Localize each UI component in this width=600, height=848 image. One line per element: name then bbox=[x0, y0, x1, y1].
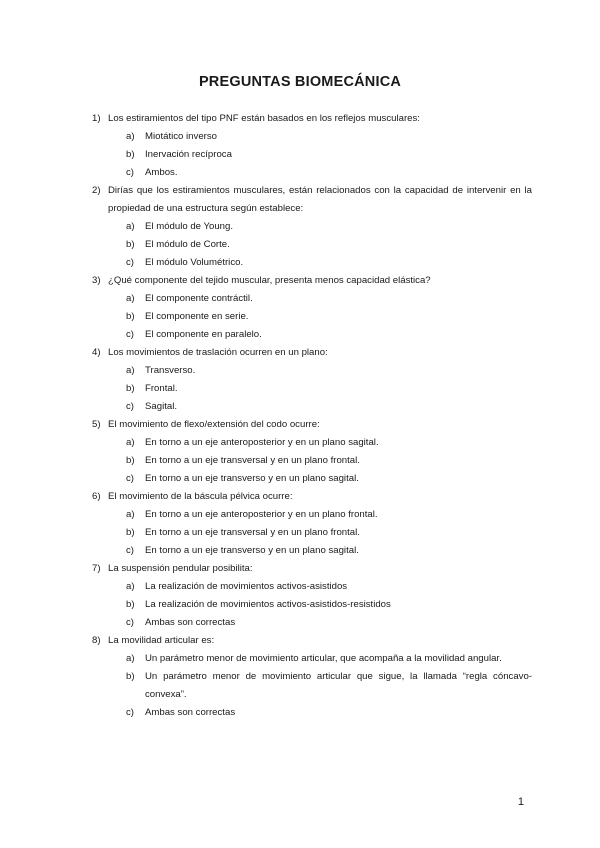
question-text bbox=[92, 488, 532, 506]
option-text: En torno a un eje anteroposterior y en un plano sagital. bbox=[145, 437, 379, 448]
option-item bbox=[92, 326, 532, 344]
question-text bbox=[92, 344, 532, 362]
question-number: 5) bbox=[92, 419, 101, 430]
option-item bbox=[92, 380, 532, 398]
question-3 bbox=[92, 272, 532, 344]
question-text bbox=[92, 110, 532, 128]
question-list bbox=[92, 110, 532, 722]
option-text: Miotático inverso bbox=[145, 131, 217, 142]
option-letter: b) bbox=[126, 455, 135, 466]
option-item bbox=[92, 614, 532, 632]
option-text: En torno a un eje anteroposterior y en un plano frontal. bbox=[145, 509, 378, 520]
option-item bbox=[92, 434, 532, 452]
question-body: El movimiento de flexo/extensión del codo ocurre: bbox=[108, 419, 320, 430]
question-1 bbox=[92, 110, 532, 182]
question-4 bbox=[92, 344, 532, 416]
question-body: Los estiramientos del tipo PNF están basados en los reflejos musculares: bbox=[108, 113, 420, 124]
question-body: La suspensión pendular posibilita: bbox=[108, 563, 253, 574]
option-item bbox=[92, 704, 532, 722]
option-item bbox=[92, 578, 532, 596]
option-letter: c) bbox=[126, 473, 134, 484]
option-text: El módulo de Young. bbox=[145, 221, 234, 232]
option-text: En torno a un eje transversal y en un plano frontal. bbox=[145, 527, 360, 538]
question-text bbox=[92, 416, 532, 434]
option-item bbox=[92, 470, 532, 488]
option-letter: a) bbox=[126, 293, 135, 304]
option-item bbox=[92, 218, 532, 236]
option-letter: c) bbox=[126, 401, 134, 412]
option-text: El componente contráctil. bbox=[145, 293, 253, 304]
option-letter: c) bbox=[126, 617, 134, 628]
option-text: Ambos. bbox=[145, 167, 178, 178]
option-letter: b) bbox=[126, 383, 135, 394]
option-text: En torno a un eje transverso y en un plano sagital. bbox=[145, 545, 359, 556]
option-text: Sagital. bbox=[145, 401, 177, 412]
option-letter: c) bbox=[126, 329, 134, 340]
option-item bbox=[92, 398, 532, 416]
option-text: El componente en paralelo. bbox=[145, 329, 262, 340]
option-item bbox=[92, 128, 532, 146]
question-text bbox=[92, 560, 532, 578]
option-text: El módulo Volumétrico. bbox=[145, 257, 244, 268]
option-letter: a) bbox=[126, 437, 135, 448]
question-number: 3) bbox=[92, 275, 101, 286]
question-body: Los movimientos de traslación ocurren en un plano: bbox=[108, 347, 328, 358]
question-body: El movimiento de la báscula pélvica ocurre: bbox=[108, 491, 293, 502]
question-number: 4) bbox=[92, 347, 101, 358]
option-letter: c) bbox=[126, 257, 134, 268]
option-item bbox=[92, 542, 532, 560]
question-6 bbox=[92, 488, 532, 560]
option-letter: b) bbox=[126, 149, 135, 160]
option-letter: b) bbox=[126, 671, 135, 682]
option-text: La realización de movimientos activos-asistidos-resistidos bbox=[145, 599, 391, 610]
question-text bbox=[92, 632, 532, 650]
option-letter: b) bbox=[126, 527, 135, 538]
option-item bbox=[92, 164, 532, 182]
option-text: Un parámetro menor de movimiento articular que sigue, la llamada “regla cóncavo-convexa”. bbox=[145, 671, 532, 700]
option-text: Ambas son correctas bbox=[145, 707, 236, 718]
option-letter: a) bbox=[126, 365, 135, 376]
option-text: Ambas son correctas bbox=[145, 617, 236, 628]
option-text: El módulo de Corte. bbox=[145, 239, 230, 250]
option-text: Frontal. bbox=[145, 383, 178, 394]
question-number: 7) bbox=[92, 563, 101, 574]
option-text: El componente en serie. bbox=[145, 311, 249, 322]
question-body: Dirías que los estiramientos musculares, están relacionados con la capacidad de intervenir en la propiedad de una estructura según establece: bbox=[108, 185, 532, 214]
question-8 bbox=[92, 632, 532, 722]
option-item bbox=[92, 308, 532, 326]
question-text bbox=[92, 182, 532, 218]
question-number: 2) bbox=[92, 185, 101, 196]
question-2 bbox=[92, 182, 532, 272]
option-item bbox=[92, 650, 532, 668]
option-item bbox=[92, 362, 532, 380]
question-body: La movilidad articular es: bbox=[108, 635, 215, 646]
question-5 bbox=[92, 416, 532, 488]
option-item bbox=[92, 524, 532, 542]
option-letter: a) bbox=[126, 221, 135, 232]
question-number: 1) bbox=[92, 113, 101, 124]
question-number: 6) bbox=[92, 491, 101, 502]
option-item bbox=[92, 254, 532, 272]
option-letter: a) bbox=[126, 131, 135, 142]
question-text bbox=[92, 272, 532, 290]
option-letter: a) bbox=[126, 653, 135, 664]
option-letter: a) bbox=[126, 581, 135, 592]
option-item bbox=[92, 596, 532, 614]
option-text: Inervación recíproca bbox=[145, 149, 232, 160]
page-title: PREGUNTAS BIOMECÁNICA bbox=[198, 74, 402, 90]
option-letter: b) bbox=[126, 239, 135, 250]
option-letter: c) bbox=[126, 167, 134, 178]
option-letter: b) bbox=[126, 599, 135, 610]
option-item bbox=[92, 452, 532, 470]
option-letter: b) bbox=[126, 311, 135, 322]
page-number: 1 bbox=[517, 796, 524, 808]
option-text: La realización de movimientos activos-asistidos bbox=[145, 581, 348, 592]
option-text: En torno a un eje transversal y en un plano frontal. bbox=[145, 455, 360, 466]
option-item bbox=[92, 506, 532, 524]
option-letter: c) bbox=[126, 545, 134, 556]
question-body: ¿Qué componente del tejido muscular, presenta menos capacidad elástica? bbox=[108, 275, 431, 286]
option-text: En torno a un eje transverso y en un plano sagital. bbox=[145, 473, 359, 484]
option-item bbox=[92, 668, 532, 704]
option-letter: a) bbox=[126, 509, 135, 520]
option-item bbox=[92, 236, 532, 254]
option-item bbox=[92, 290, 532, 308]
option-item bbox=[92, 146, 532, 164]
option-text: Un parámetro menor de movimiento articular, que acompaña a la movilidad angular. bbox=[145, 653, 502, 664]
question-number: 8) bbox=[92, 635, 101, 646]
option-letter: c) bbox=[126, 707, 134, 718]
question-7 bbox=[92, 560, 532, 632]
option-text: Transverso. bbox=[145, 365, 196, 376]
